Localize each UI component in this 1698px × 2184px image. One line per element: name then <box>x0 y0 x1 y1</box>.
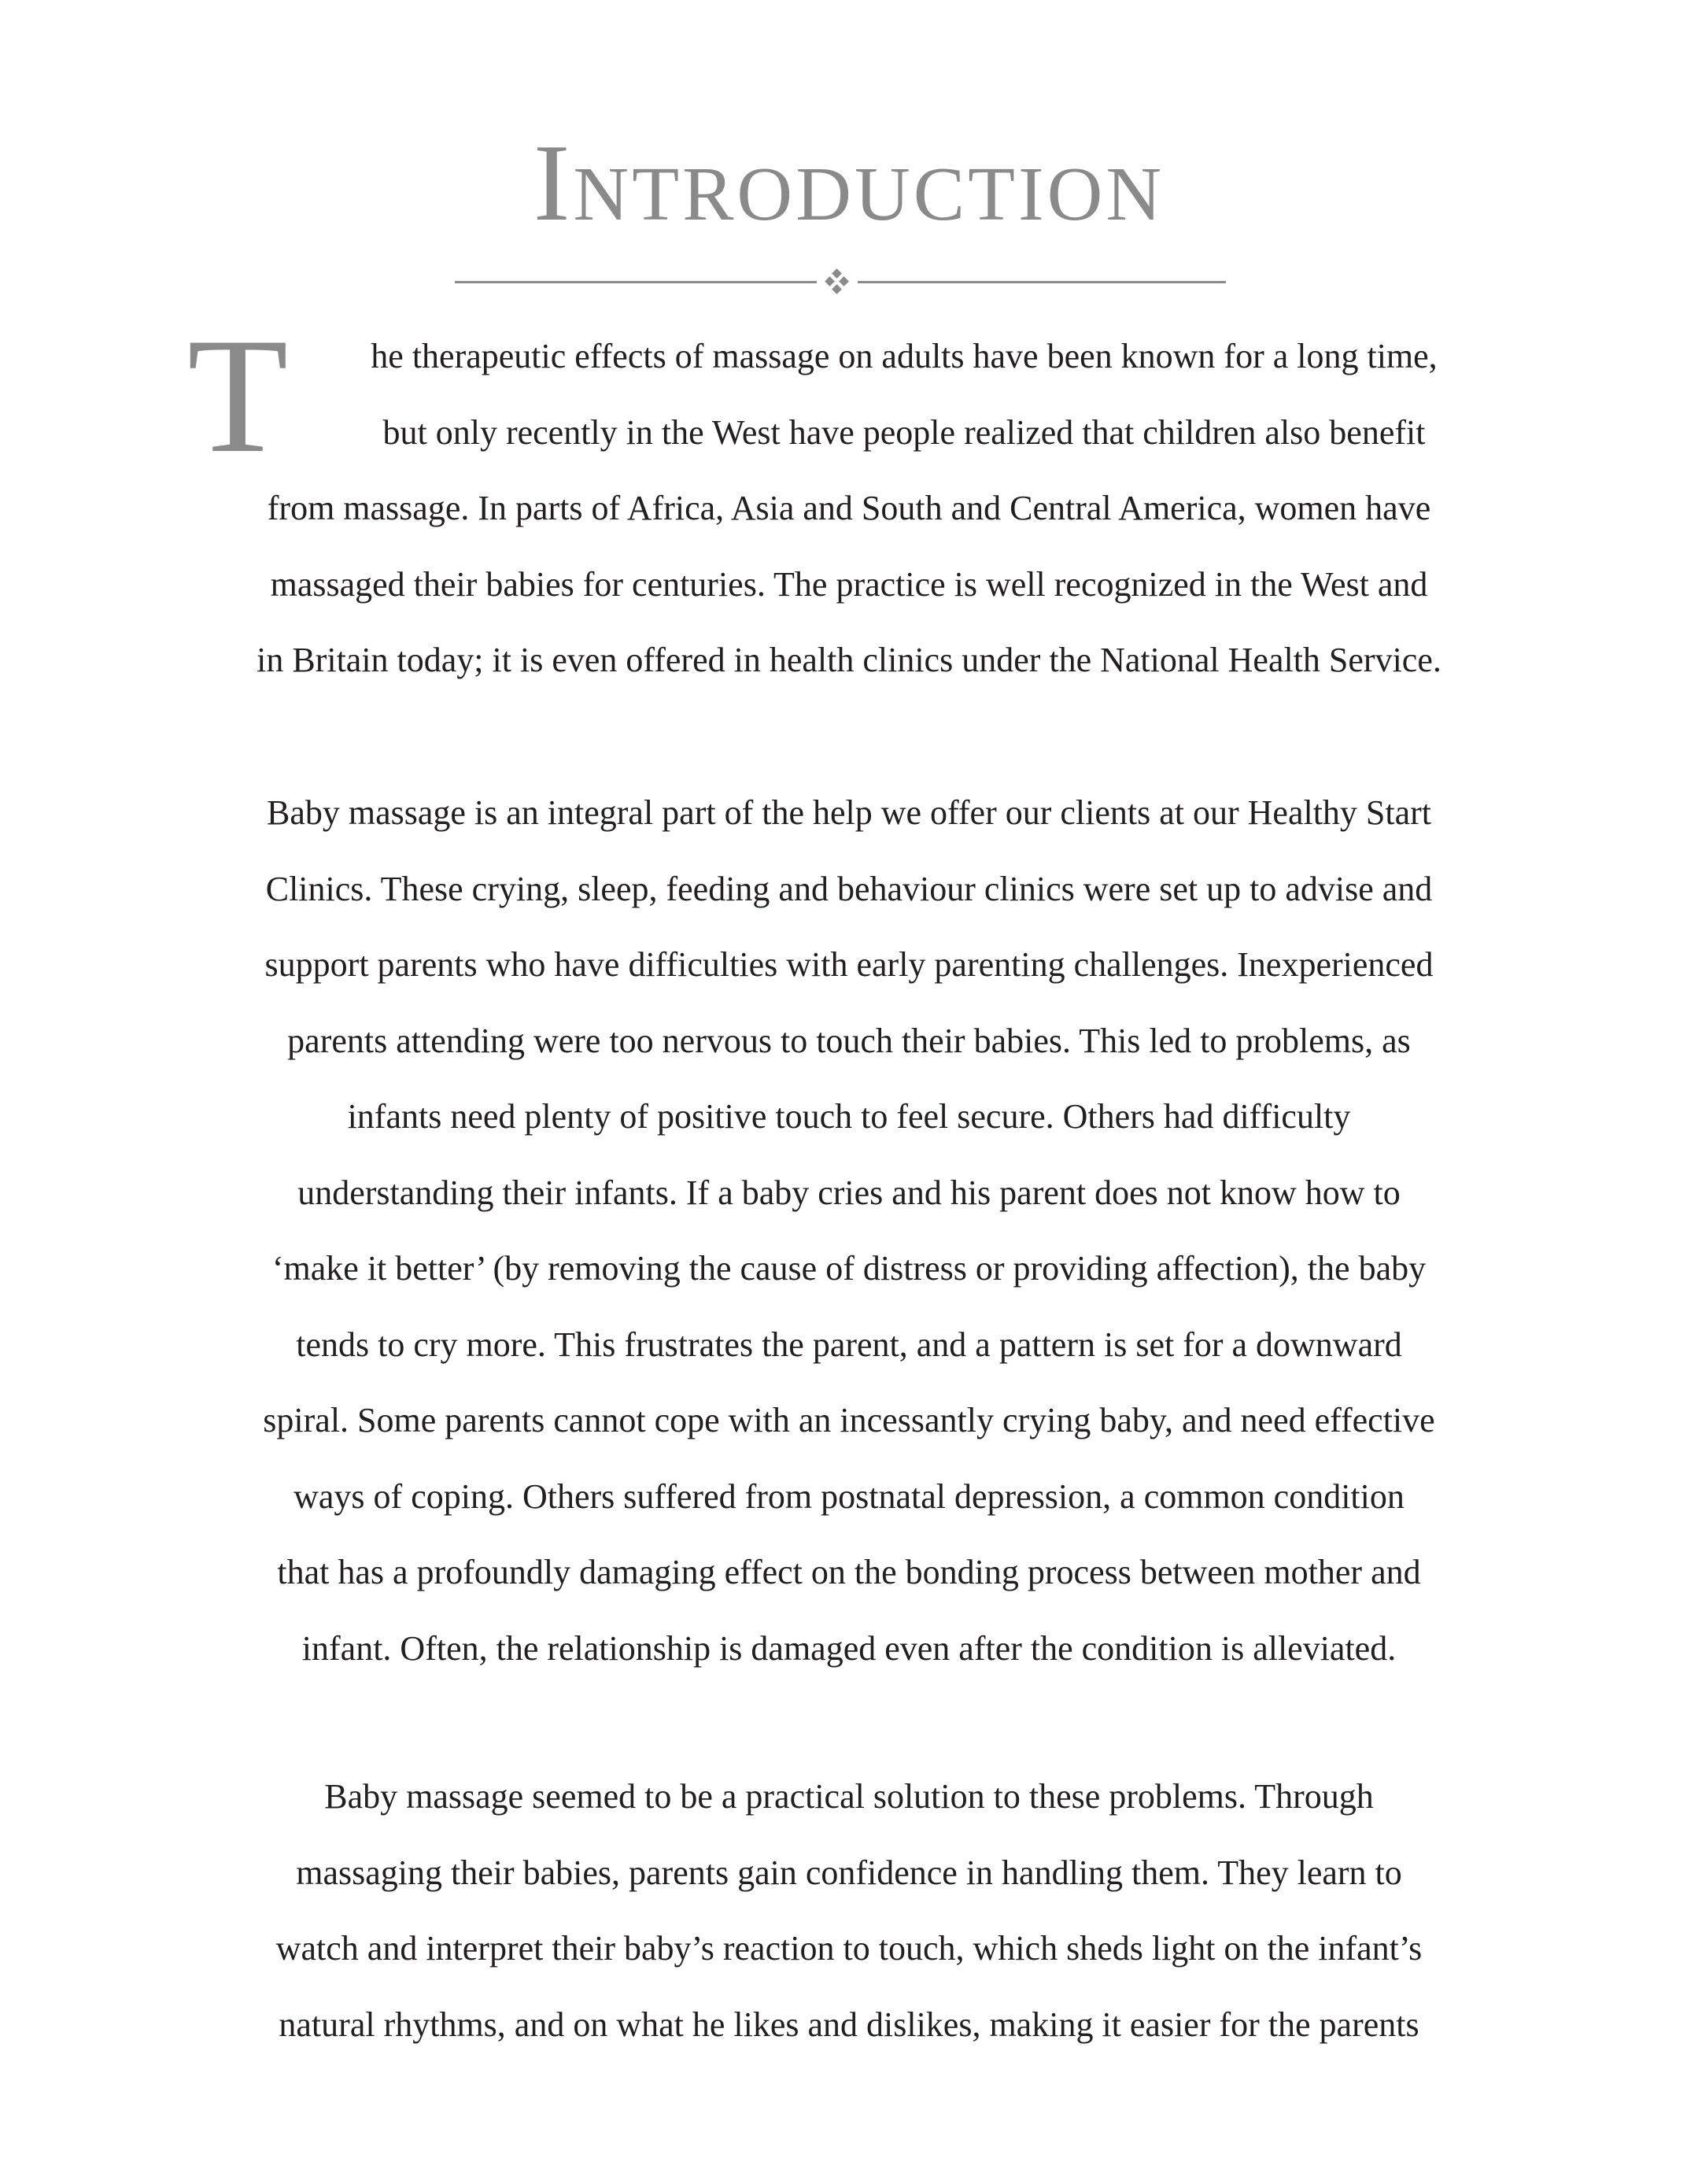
paragraph-line: spiral. Some parents cannot cope with an incessantly crying baby, and need effective <box>263 1401 1435 1439</box>
paragraph-line: but only recently in the West have people realized that children also benefit <box>382 412 1426 452</box>
paragraph-line: watch and interpret their baby’s reaction to touch, which sheds light on the infant’s <box>275 1929 1423 1968</box>
paragraph-line: he therapeutic effects of massage on adults have been known for a long time, <box>371 337 1438 375</box>
paragraph-line: natural rhythms, and on what he likes and dislikes, making it easier for the parents <box>279 2005 1419 2044</box>
divider-rule-right <box>858 281 1226 283</box>
paragraph-line: Baby massage is an integral part of the help we offer our clients at our Healthy Start <box>266 793 1432 832</box>
paragraph-line: infants need plenty of positive touch to feel secure. Others had difficulty <box>347 1097 1351 1136</box>
paragraph-line: that has a profoundly damaging effect on the bonding process between mother and <box>277 1553 1421 1591</box>
paragraph-line: massaged their babies for centuries. The practice is well recognized in the West and <box>270 564 1428 604</box>
paragraph-line: support parents who have difficulties with early parenting challenges. Inexperienced <box>264 945 1434 984</box>
paragraph-line: ways of coping. Others suffered from postnatal depression, a common condition <box>293 1476 1405 1516</box>
diamond-cluster-icon <box>823 268 851 296</box>
divider-rule-left <box>455 281 817 283</box>
paragraph-3 <box>173 1759 1525 2063</box>
paragraph-line: parents attending were too nervous to touch their babies. This led to problems, as <box>287 1021 1411 1060</box>
paragraph-line: ‘make it better’ (by removing the cause of distress or providing affection), the baby <box>271 1249 1427 1288</box>
drop-cap: T <box>187 305 289 487</box>
paragraph-line: in Britain today; it is even offered in health clinics under the National Health Service. <box>257 641 1441 679</box>
page-title: Introduction <box>533 122 1165 244</box>
paragraph-2 <box>173 775 1525 1687</box>
paragraph-line: from massage. In parts of Africa, Asia and South and Central America, women have <box>267 489 1431 527</box>
paragraph-line: Baby massage seemed to be a practical solution to these problems. Through <box>324 1777 1374 1816</box>
paragraph-line: Clinics. These crying, sleep, feeding and behaviour clinics were set up to advise and <box>265 869 1433 908</box>
paragraph-line: massaging their babies, parents gain confidence in handling them. They learn to <box>296 1853 1402 1892</box>
paragraph-line: understanding their infants. If a baby cries and his parent does not know how to <box>297 1173 1401 1212</box>
paragraph-line: tends to cry more. This frustrates the parent, and a pattern is set for a downward <box>296 1325 1402 1364</box>
paragraph-1 <box>173 305 1525 699</box>
title-ornament-divider <box>447 268 1251 296</box>
paragraph-line: infant. Often, the relationship is damaged even after the condition is alleviated. <box>301 1628 1397 1668</box>
